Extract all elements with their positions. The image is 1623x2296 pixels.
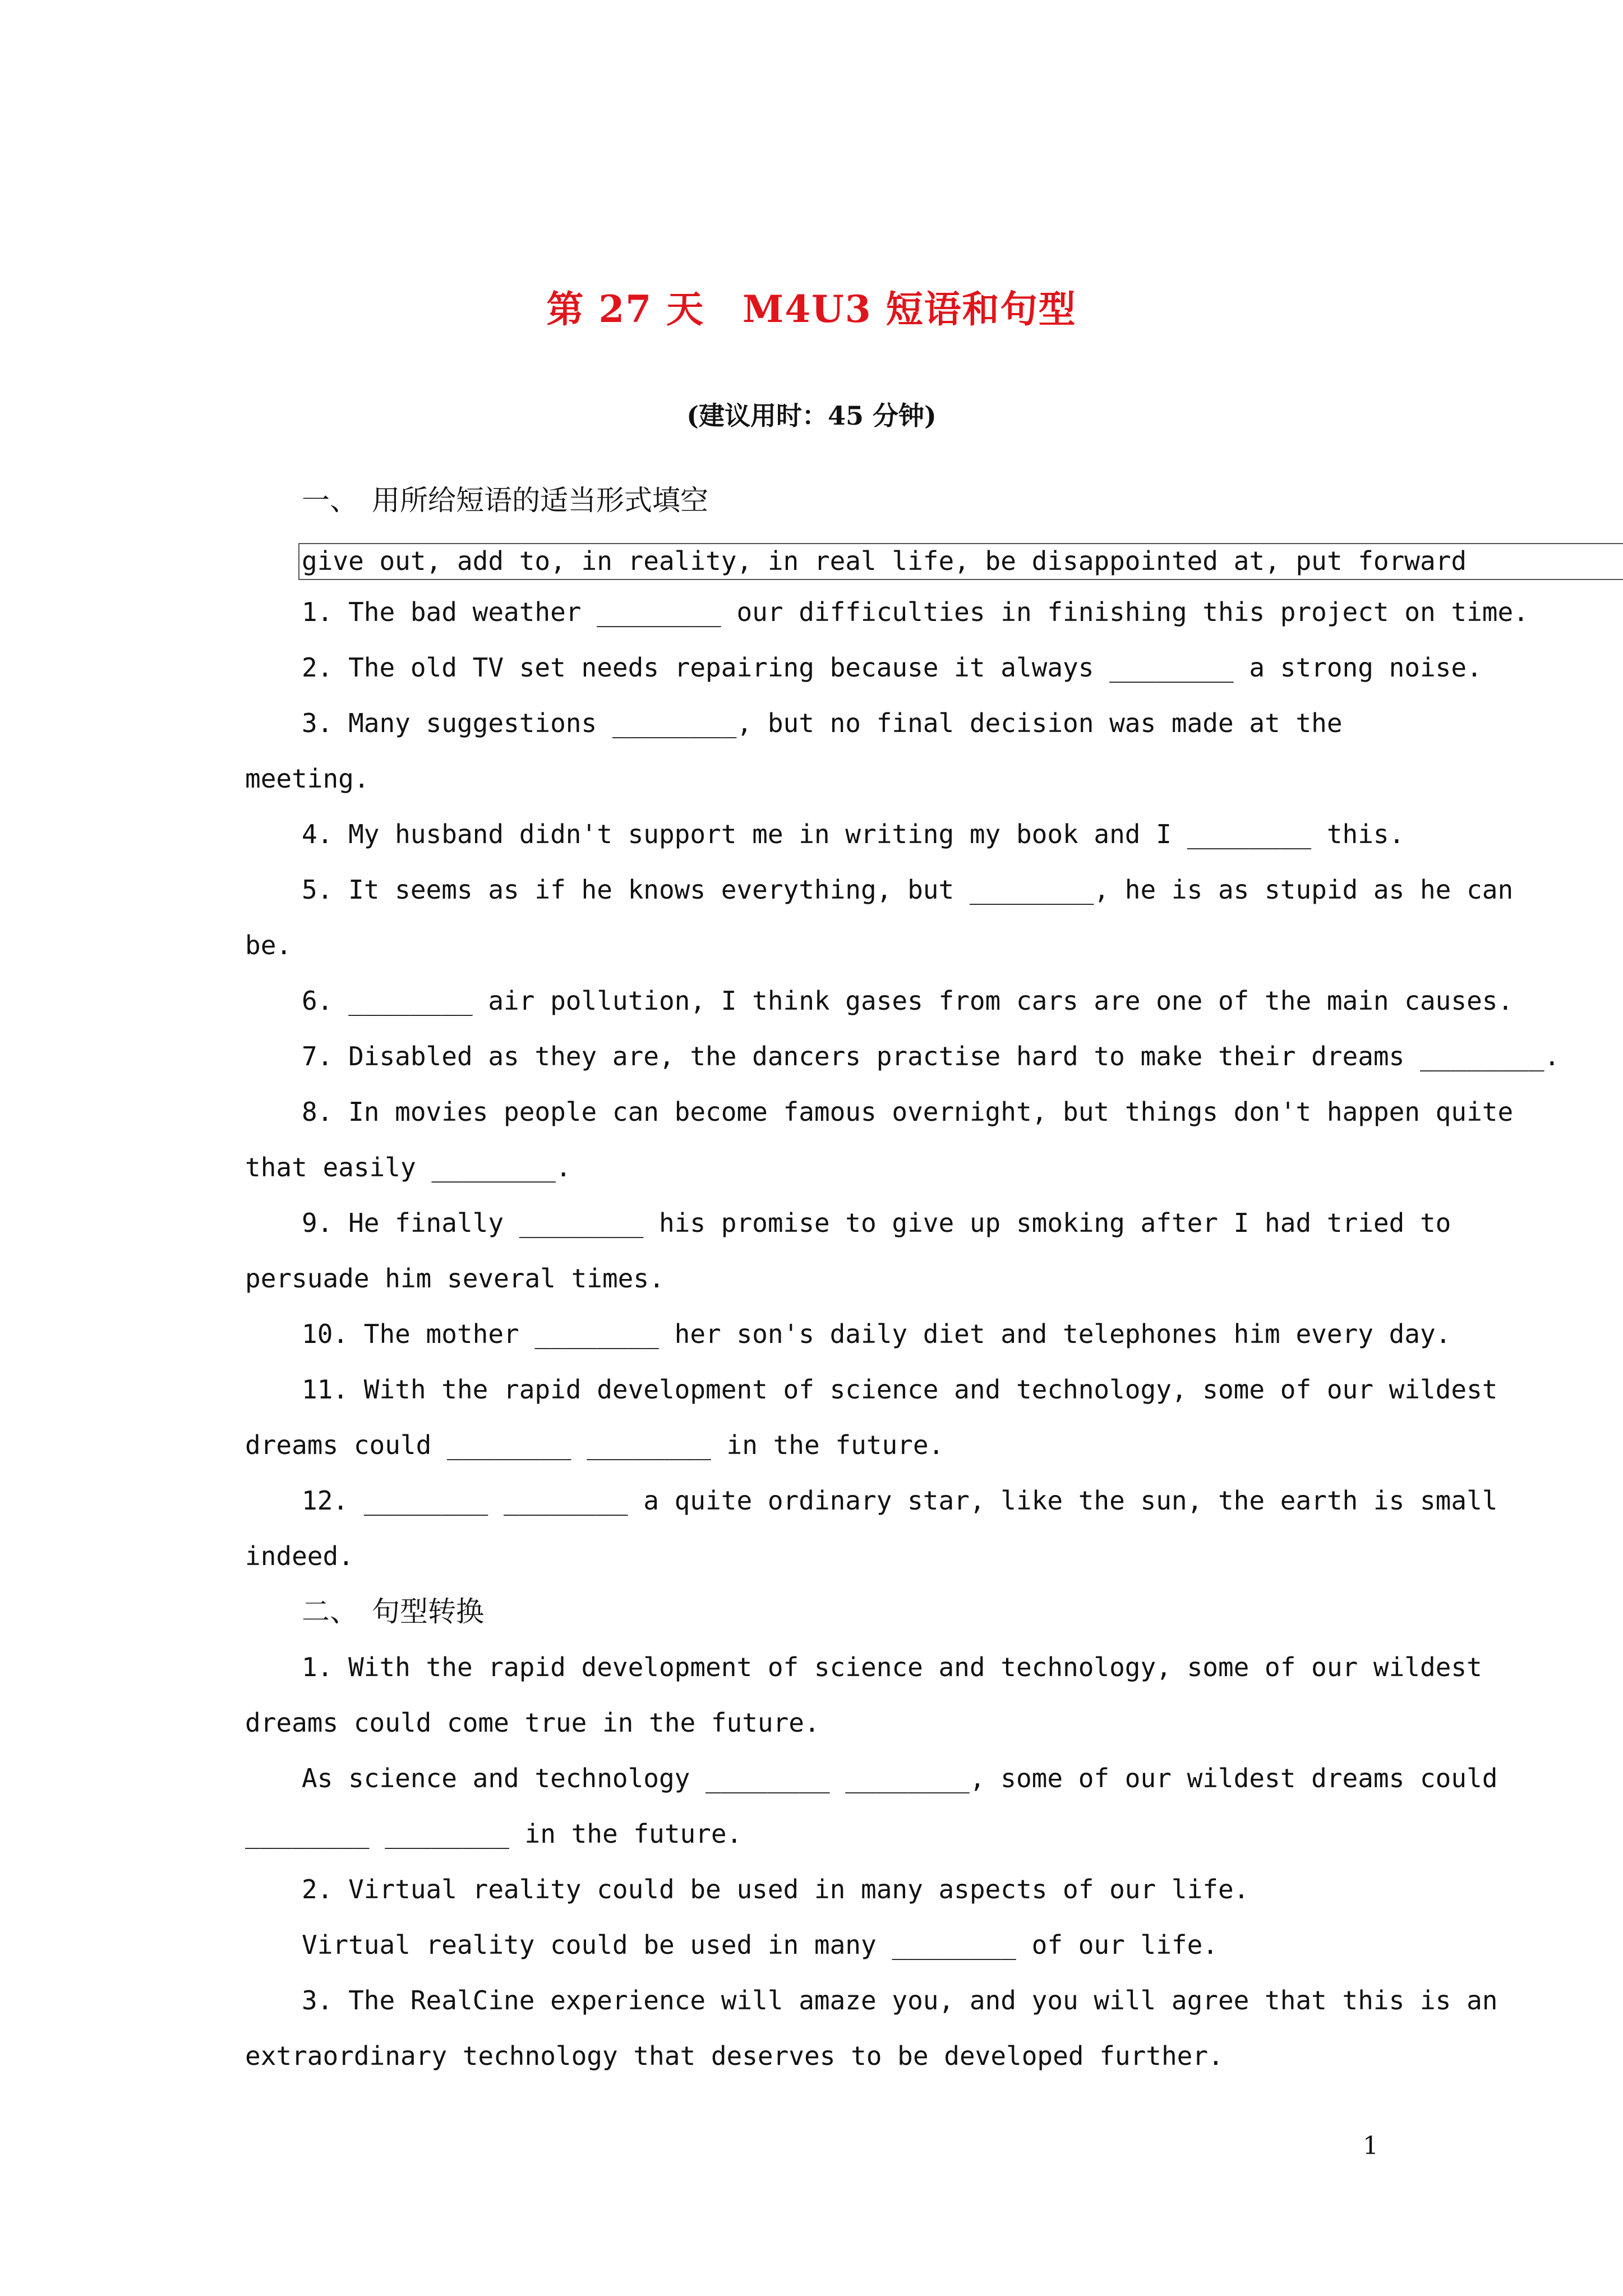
exercise-line: 11. With the rapid development of science and technology, some of our wildest <box>302 1374 1498 1405</box>
exercise-line: As science and technology ________ ________, some of our wildest dreams could <box>302 1763 1498 1793</box>
exercise-line: be. <box>245 930 292 960</box>
exercise-line: 2. The old TV set needs repairing because it always ________ a strong noise. <box>302 652 1482 683</box>
exercise-line: 1. The bad weather ________ our difficulties in finishing this project on time. <box>302 597 1529 627</box>
exercise-line: 2. Virtual reality could be used in many aspects of our life. <box>302 1874 1249 1904</box>
exercise-line: dreams could come true in the future. <box>245 1708 820 1738</box>
exercise-line: persuade him several times. <box>245 1263 665 1294</box>
exercise-line: 10. The mother ________ her son's daily diet and telephones him every day. <box>302 1319 1451 1349</box>
section-2-heading: 二、 句型转换 <box>302 1595 484 1628</box>
exercise-line: meeting. <box>245 763 370 794</box>
time-suggestion: (建议用时：45 分钟) <box>686 401 937 431</box>
exercise-line: that easily ________. <box>245 1152 571 1182</box>
exercise-line: 12. ________ ________ a quite ordinary star, like the sun, the earth is small <box>302 1485 1498 1516</box>
exercise-line: 3. The RealCine experience will amaze you, and you will agree that this is an <box>302 1985 1498 2016</box>
exercise-line: 3. Many suggestions ________, but no final decision was made at the <box>302 708 1343 738</box>
exercise-line: indeed. <box>245 1541 354 1571</box>
exercise-line: 8. In movies people can become famous overnight, but things don't happen quite <box>302 1097 1514 1127</box>
page-title: 第 27 天 M4U3 短语和句型 <box>546 287 1077 331</box>
page-number: 1 <box>1363 2132 1378 2160</box>
exercise-line: 6. ________ air pollution, I think gases from cars are one of the main causes. <box>302 986 1514 1016</box>
exercise-line: extraordinary technology that deserves to be developed further. <box>245 2041 1224 2071</box>
exercise-line: 4. My husband didn't support me in writing my book and I ________ this. <box>302 819 1405 849</box>
exercise-line: 9. He finally ________ his promise to give up smoking after I had tried to <box>302 1208 1451 1238</box>
exercise-line: ________ ________ in the future. <box>245 1819 743 1849</box>
section-1-heading: 一、 用所给短语的适当形式填空 <box>302 484 708 517</box>
phrase-word-box: give out, add to, in reality, in real life, be disappointed at, put forward <box>298 543 1623 580</box>
exercise-line: 5. It seems as if he knows everything, but ________, he is as stupid as he can <box>302 875 1514 905</box>
exercise-line: 1. With the rapid development of science and technology, some of our wildest <box>302 1652 1482 1682</box>
exercise-line: Virtual reality could be used in many ________ of our life. <box>302 1930 1218 1960</box>
exercise-line: 7. Disabled as they are, the dancers practise hard to make their dreams ________. <box>302 1041 1560 1071</box>
exercise-line: dreams could ________ ________ in the future. <box>245 1430 944 1460</box>
